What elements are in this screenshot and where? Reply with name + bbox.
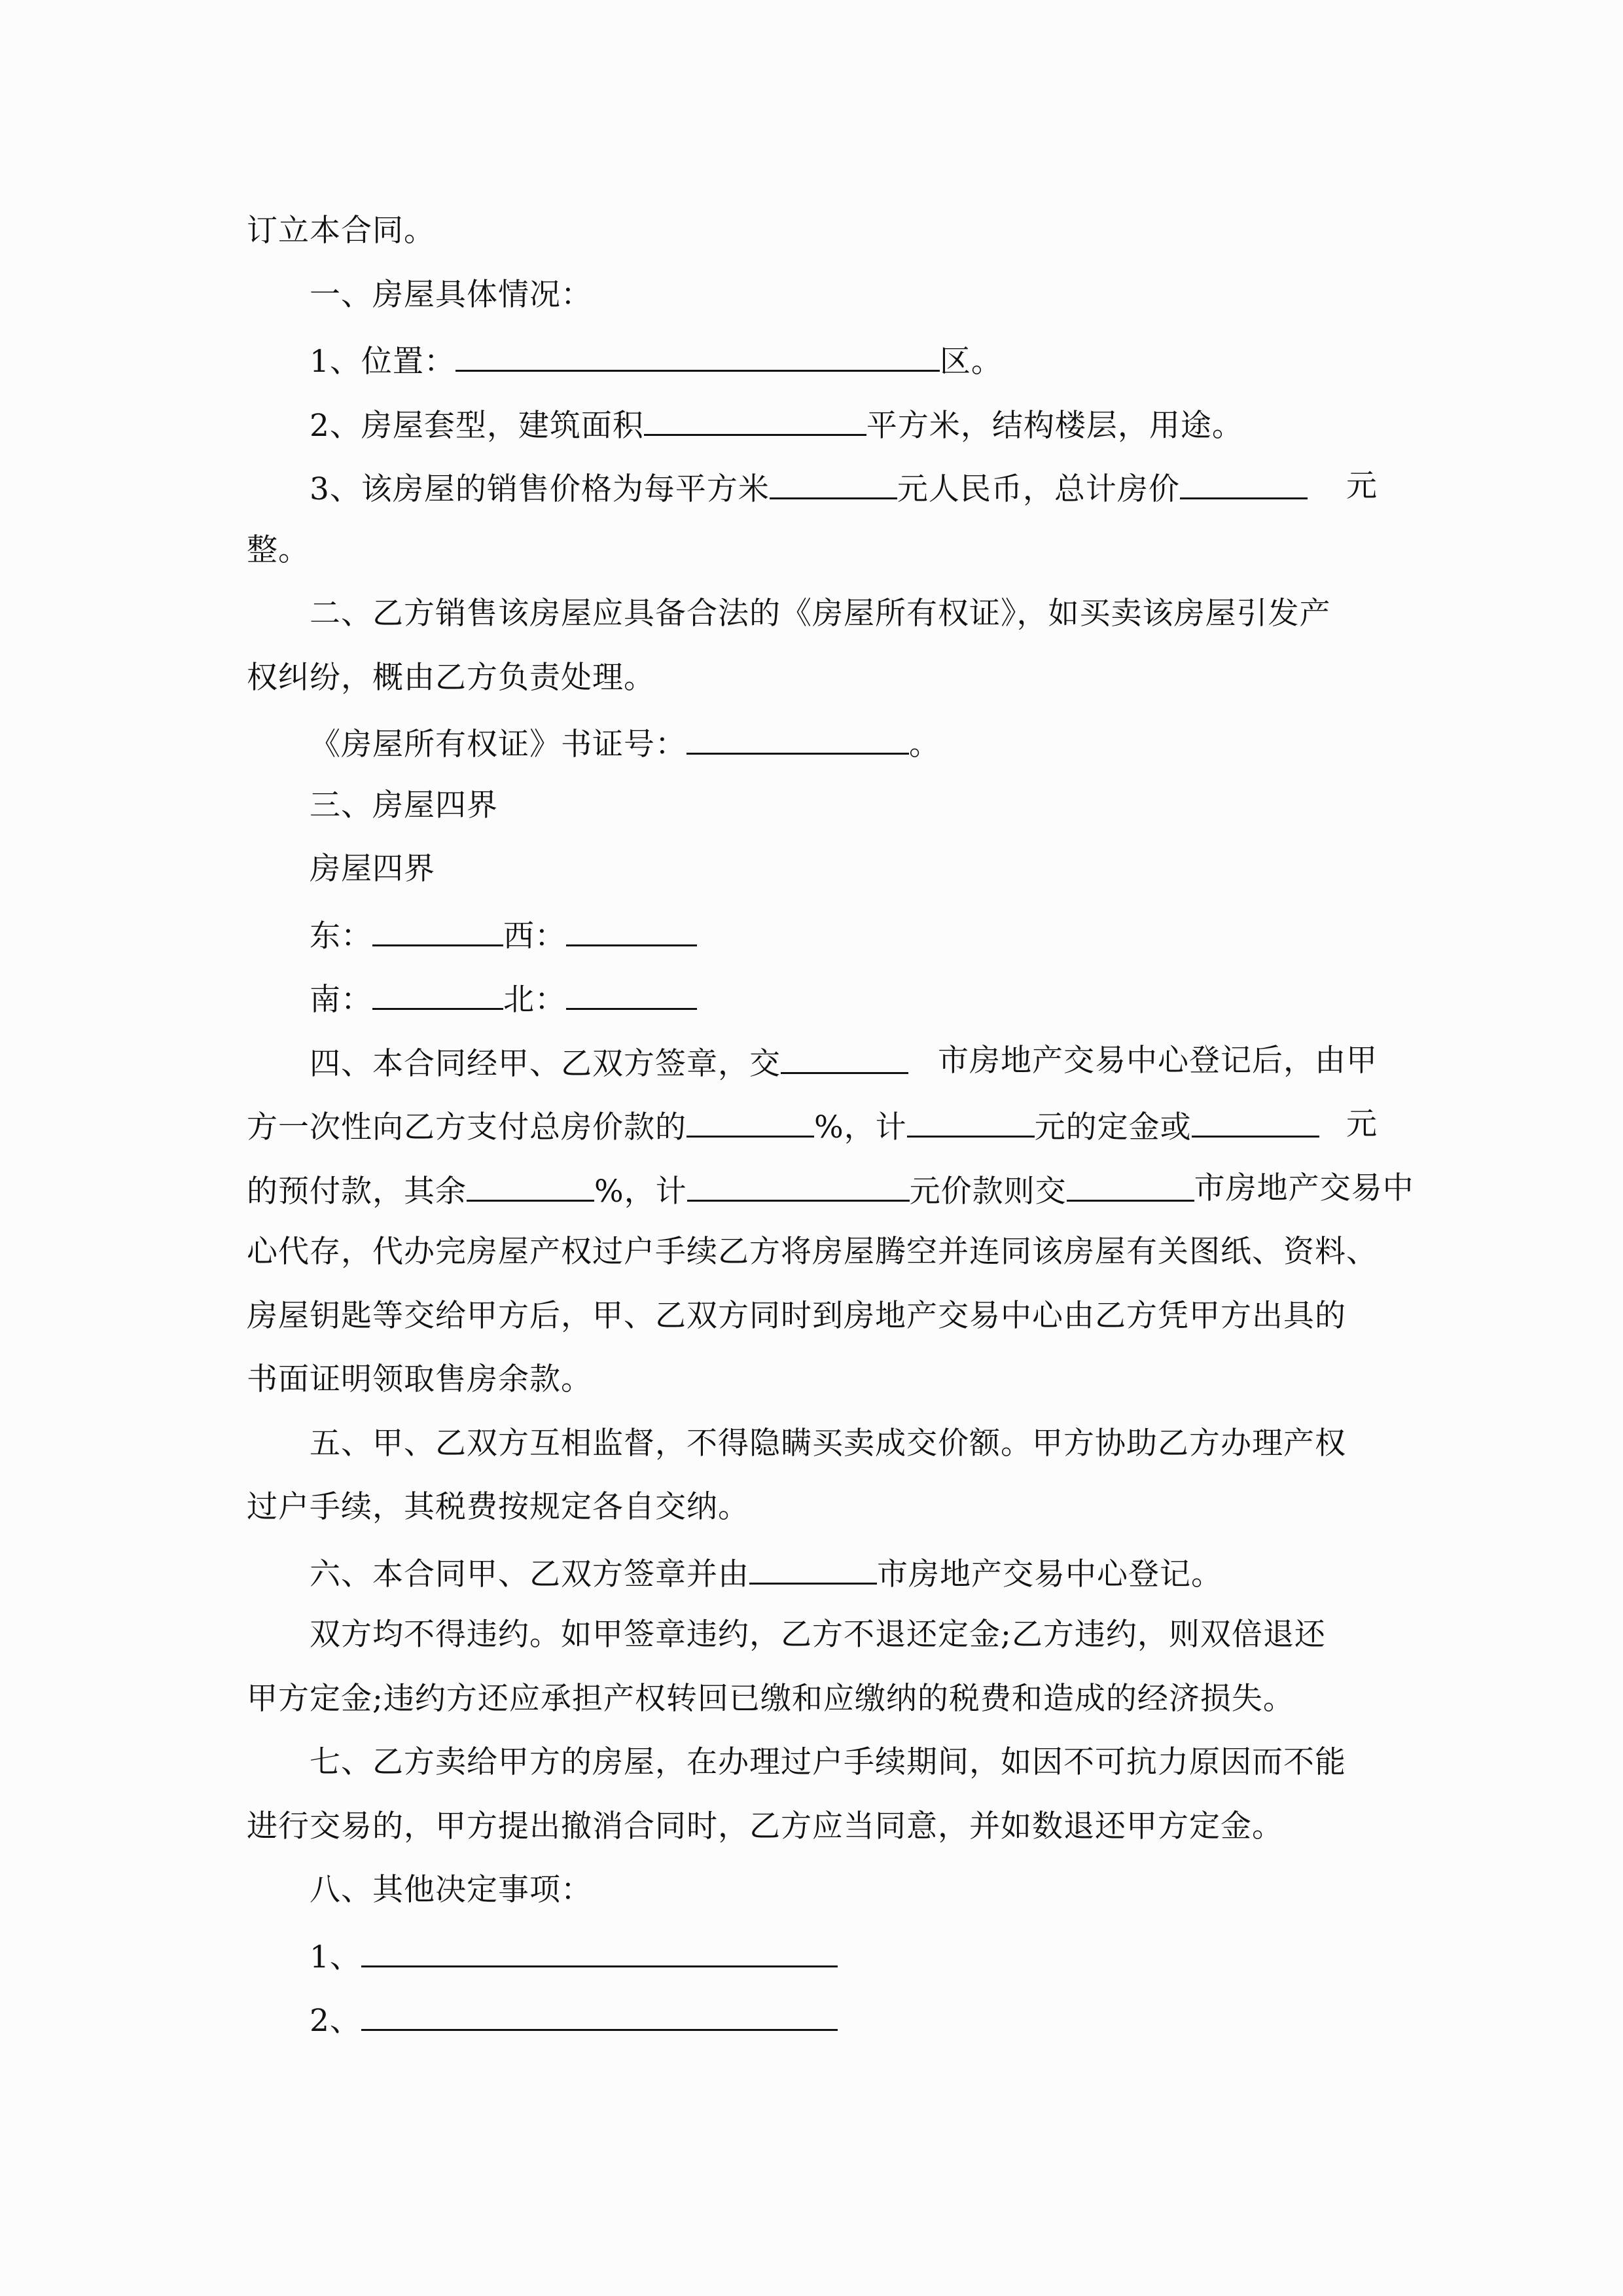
section-4-line — [247, 1357, 1378, 1421]
section-3-title — [247, 783, 1378, 847]
text: 订立本合同。 — [247, 213, 435, 249]
text: 元 — [1346, 1106, 1378, 1142]
text: 二、乙方销售该房屋应具备合法的《房屋所有权证》，如买卖该房屋引发产 — [310, 596, 1331, 632]
text: 五、甲、乙双方互相监督，不得隐瞒买卖成交价额。甲方协助乙方办理产权 — [310, 1425, 1346, 1462]
text: 南： — [310, 982, 372, 1018]
text: 平方米，结构楼层，用途。 — [866, 407, 1243, 444]
text: %，计 — [814, 1109, 907, 1145]
text: 心代存，代办完房屋产权过户手续乙方将房屋腾空并连同该房屋有关图纸、资料、 — [247, 1234, 1378, 1270]
area-line — [247, 400, 1378, 464]
north-blank[interactable] — [566, 974, 697, 1010]
section-2-line — [247, 591, 1378, 655]
price-line — [247, 463, 1378, 528]
text: 3、该房屋的销售价格为每平方米 — [310, 471, 770, 507]
text: 2、 — [310, 2003, 361, 2039]
location-line — [247, 336, 1378, 400]
total-price-blank[interactable] — [1180, 463, 1308, 499]
section-4-line — [247, 1293, 1378, 1357]
text: 进行交易的，甲方提出撤消合同时，乙方应当同意，并如数退还甲方定金。 — [247, 1808, 1283, 1844]
other-item-2-blank[interactable] — [361, 1995, 838, 2031]
text: 西： — [503, 918, 566, 954]
remaining-amount-blank[interactable] — [687, 1166, 910, 1202]
section-5-line — [247, 1421, 1378, 1485]
text: 。 — [909, 726, 940, 762]
text-line — [247, 528, 1378, 592]
south-blank[interactable] — [372, 974, 503, 1010]
text: 过户手续，其税费按规定各自交纳。 — [247, 1489, 749, 1525]
section-7-line — [247, 1740, 1378, 1804]
text: 区。 — [939, 344, 1003, 380]
section-4-line — [247, 1102, 1378, 1166]
boundary-south-north — [247, 974, 1378, 1038]
text: 整。 — [247, 531, 310, 568]
east-blank[interactable] — [372, 910, 503, 946]
text: 三、房屋四界 — [310, 787, 498, 823]
text: 市房地产交易中心登记。 — [877, 1556, 1222, 1592]
section-7-line — [247, 1804, 1378, 1868]
other-item-2 — [247, 1995, 1378, 2059]
other-item-1 — [247, 1931, 1378, 1996]
text: 东： — [310, 918, 372, 954]
prepayment-blank[interactable] — [1192, 1102, 1319, 1138]
registration-city-blank[interactable] — [749, 1549, 877, 1585]
text: 一、房屋具体情况： — [310, 276, 592, 313]
section-2-line — [247, 655, 1378, 719]
certificate-line — [247, 719, 1378, 783]
text: 房屋钥匙等交给甲方后，甲、乙双方同时到房地产交易中心由乙方凭甲方出具的 — [247, 1297, 1346, 1334]
boundary-east-west — [247, 910, 1378, 975]
contract-page — [247, 208, 1414, 2059]
text: 八、其他决定事项： — [310, 1872, 592, 1908]
text: 甲方定金;违约方还应承担产权转回已缴和应缴纳的税费和造成的经济损失。 — [247, 1680, 1294, 1717]
text: 市房地产交易中 — [1194, 1170, 1414, 1206]
section-6-line — [247, 1549, 1378, 1613]
section-1-title — [247, 272, 1378, 336]
text: 北： — [503, 982, 566, 1018]
escrow-city-blank[interactable] — [1067, 1166, 1194, 1202]
deposit-amount-blank[interactable] — [907, 1102, 1035, 1138]
certificate-number-blank[interactable] — [687, 719, 909, 755]
text: 四、本合同经甲、乙双方签章，交 — [310, 1045, 781, 1082]
text: 2、房屋套型，建筑面积 — [310, 407, 644, 444]
text: 元价款则交 — [909, 1173, 1067, 1210]
section-4-line — [247, 1166, 1414, 1230]
text: 《房屋所有权证》书证号： — [310, 726, 687, 762]
text: 元人民币，总计房价 — [897, 471, 1180, 507]
text: 七、乙方卖给甲方的房屋，在办理过户手续期间，如因不可抗力原因而不能 — [310, 1744, 1346, 1780]
section-6-line — [247, 1676, 1378, 1740]
section-5-line — [247, 1484, 1378, 1549]
section-4-line — [247, 1038, 1378, 1102]
unit-price-blank[interactable] — [770, 463, 897, 499]
section-3-subtitle — [247, 846, 1378, 910]
other-item-1-blank[interactable] — [361, 1931, 838, 1967]
text: 方一次性向乙方支付总房价款的 — [247, 1109, 687, 1145]
section-6-line — [247, 1612, 1378, 1676]
section-8-title — [247, 1867, 1378, 1931]
area-blank[interactable] — [644, 400, 866, 436]
text-line — [247, 208, 1378, 272]
text: 六、本合同甲、乙双方签章并由 — [310, 1556, 749, 1592]
location-blank[interactable] — [455, 336, 940, 372]
text: 1、位置： — [310, 344, 455, 380]
text: %，计 — [594, 1173, 687, 1210]
text: 的预付款，其余 — [247, 1173, 467, 1210]
section-4-line — [247, 1229, 1378, 1293]
text: 房屋四界 — [310, 851, 435, 887]
text: 权纠纷，概由乙方负责处理。 — [247, 659, 655, 696]
text: 市房地产交易中心登记后，由甲 — [938, 1042, 1378, 1079]
text: 双方均不得违约。如甲签章违约，乙方不退还定金;乙方违约，则双倍退还 — [310, 1617, 1326, 1653]
city-blank[interactable] — [781, 1038, 908, 1074]
west-blank[interactable] — [566, 910, 697, 946]
text: 书面证明领取售房余款。 — [247, 1361, 592, 1397]
remaining-percent-blank[interactable] — [467, 1166, 594, 1202]
text: 元的定金或 — [1034, 1109, 1192, 1145]
text: 元 — [1346, 468, 1378, 504]
text: 1、 — [310, 1939, 361, 1975]
deposit-percent-blank[interactable] — [687, 1102, 814, 1138]
